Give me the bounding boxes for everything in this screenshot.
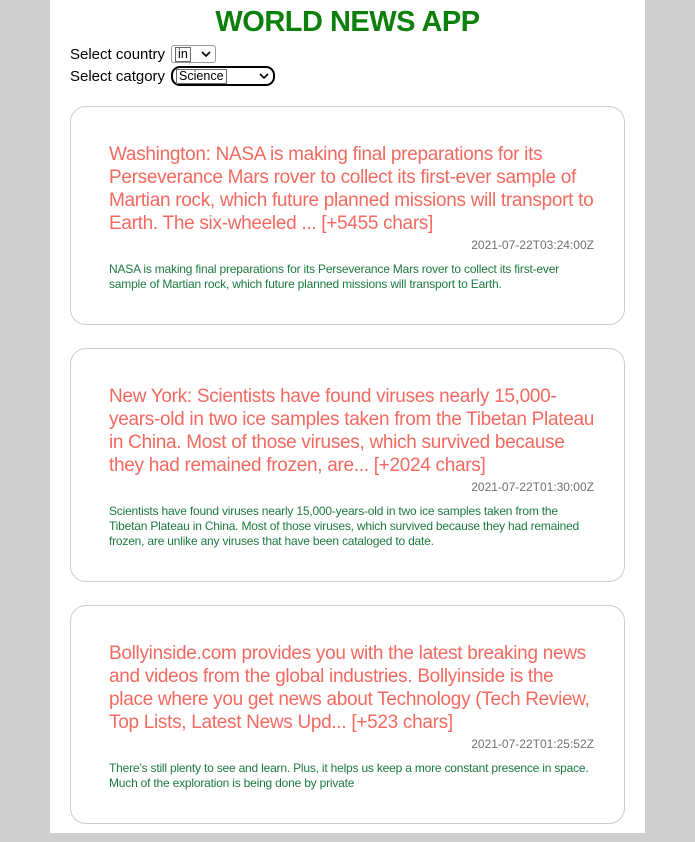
page xyxy=(50,0,645,833)
article-timestamp: 2021-07-22T03:24:00Z xyxy=(471,238,594,252)
page-title: WORLD NEWS APP xyxy=(215,6,480,38)
article-card xyxy=(70,106,625,325)
controls xyxy=(70,45,645,86)
chevron-down-icon xyxy=(201,51,211,57)
articles-list xyxy=(70,106,625,824)
article-timestamp: 2021-07-22T01:30:00Z xyxy=(471,480,594,494)
article-card xyxy=(70,348,625,582)
category-select-label: Select catgory xyxy=(70,67,166,85)
article-title: New York: Scientists have found viruses nearly 15,000-years-old in two ice samples taken from the Tibetan Plateau in China. Most of those viruses, which survived because they had remained frozen, are... [+2024 chars] xyxy=(109,386,595,476)
category-select-value: Science xyxy=(179,68,224,83)
article-description: NASA is making final preparations for its Perseverance Mars rover to collect its first-ever sample of Martian rock, which future planned missions will transport to Earth. xyxy=(109,262,559,291)
category-select[interactable] xyxy=(171,66,275,86)
article-card xyxy=(70,605,625,824)
chevron-down-icon xyxy=(259,73,269,79)
article-title: Bollyinside.com provides you with the latest breaking news and videos from the global industries. Bollyinside is the place where you get news about Technology (Tech Review, Top Lists, Latest News Upd... [+523 chars] xyxy=(109,643,590,733)
article-description: Scientists have found viruses nearly 15,000-years-old in two ice samples taken from the Tibetan Plateau in China. Most of those viruses, which survived because they had remained frozen, are unlike any viruses that have been cataloged to date. xyxy=(109,504,580,548)
article-timestamp: 2021-07-22T01:25:52Z xyxy=(471,737,594,751)
article-description: There’s still plenty to see and learn. Plus, it helps us keep a more constant presence in space. Much of the exploration is being done by private xyxy=(109,761,589,790)
category-control-row xyxy=(70,66,645,86)
country-control-row xyxy=(70,45,645,63)
country-select[interactable] xyxy=(171,45,216,63)
article-title: Washington: NASA is making final preparations for its Perseverance Mars rover to collect its first-ever sample of Martian rock, which future planned missions will transport to Earth. The six-wheeled ... [+5455 chars] xyxy=(109,144,594,234)
country-select-label: Select country xyxy=(70,45,166,63)
country-select-value: in xyxy=(178,46,188,61)
